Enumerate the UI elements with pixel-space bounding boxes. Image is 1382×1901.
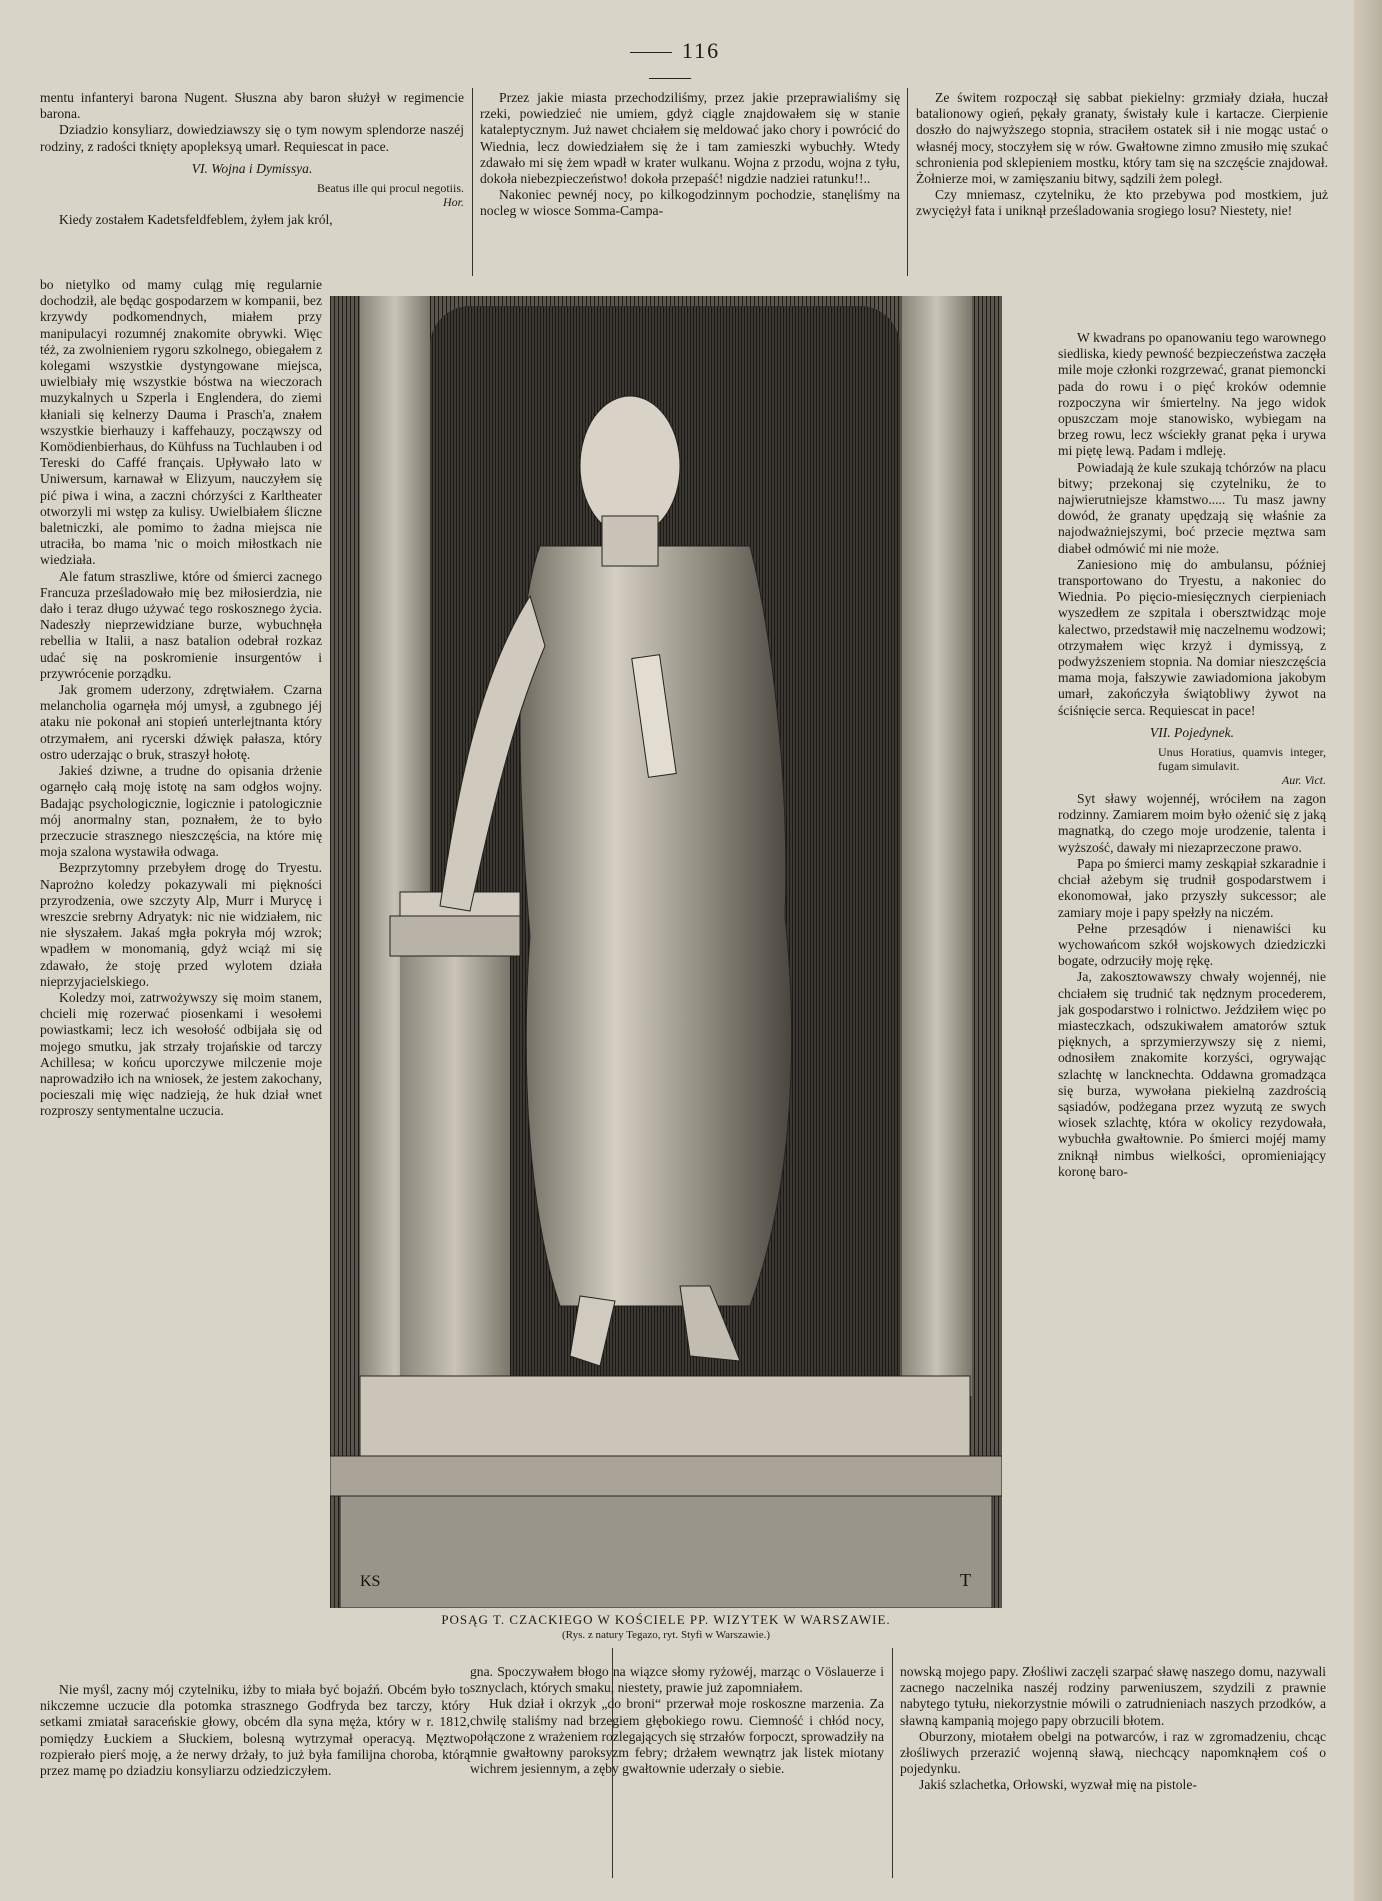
paragraph: Koledzy moi, zatrwożywszy się moim stanem, chcieli mię rozerwać piosenkami i wesołemi powiastkami; lecz ich wesołość odbijała się od mojego smutku, jak strzały trojańskie od tarczy Achillesa; w końcu uporczywe milczenie moje naprowadziło ich na wniosek, że jestem zakochany, pocieszali mię więc nadzieją, że huk dział wnet rozproszy sentymentalne uczucia.: [40, 989, 322, 1119]
paragraph: Bezprzytomny przebyłem drogę do Tryestu. Naprożno koledzy pokazywali mi piękności przyrodzenia, owe szczyty Alp, Murr i Murycę i wreszcie srebrny Adryatyk: nic nie widziałem, nic nie słyszałem. Jakaś mgła pokryła mój wzrok; wpadłem w monomanią, gdyż wciąż mi się zdawało, że stoję przed wylotem działa nieprzyjacielskiego.: [40, 860, 322, 989]
statue-engraving: [330, 296, 1002, 1608]
column-rule-4: [892, 1648, 893, 1878]
column-1-narrow: [40, 277, 322, 1120]
paragraph: bo nietylko od mamy culąg mię regularnie dochodził, ale będąc gospodarzem w kompanii, bez krzywdy podkomendnych, miałem przy manipulacyi rozumnéj znakomite obrywki. Więc téż, za zwolnieniem rygoru szkolnego, obiegałem z kolegami wszystkie dystyngowane miejsca, uwielbiały mię wszystkie bóstwa na wieczorach muzykalnych u Szperla i Englendera, do ziemi kłaniali się kelnerzy Dauma i Prasch'a, znałem wszystkie bierhauzy i kaffehauzy, począwszy od Komödienbierhaus, do Kühfuss na Tuchlauben i od Tereski do Caffé français. Upływało lato w Uniwersum, karnawał w Elizyum, nauczyłem się pić piwa i wina, a zaczni chórzyści z Karltheater otworzyli mi wstęp za kulisy. Uwielbiałem śliczne baletniczki, ale pomimo to żadna miejsca nie utraciła, bo mama 'nic o moich miłostkach nie wiedziała.: [40, 277, 322, 568]
paragraph: mentu infanteryi barona Nugent. Słuszna aby baron służył w regimencie barona.: [40, 90, 464, 122]
paragraph: Zaniesiono mię do ambulansu, później transportowano do Tryestu, a nakoniec do Wiednia. Po pięcio-miesięcznych cierpieniach wyszedłem ze szpitala i obersztwidząc moje kalectwo, przedstawił mię naczelnemu wodzowi; otrzymałem więc krzyż i dymissyą, z podwyższeniem stopnia. Na domiar nieszczęścia mama moja, fałszywie zawiadomiona jakobym umarł, zakończyła świątobliwy żywot na ściśnięcie serca. Requiescat in pace!: [1058, 556, 1326, 718]
motto-source: Aur. Vict.: [1281, 773, 1326, 788]
motto-text: Unus Horatius, quamvis integer, fugam simulavit.: [1158, 745, 1326, 774]
paragraph: gna. Spoczywałem błogo na wiązce słomy ryżowéj, marząc o Vöslauerze i sznyclach, których smaku, niestety, prawie już zapomniałem.: [470, 1664, 884, 1696]
paragraph: Nie myśl, zacny mój czytelniku, iżby to miała być bojaźń. Obcém było to nikczemne uczucie dla potomka strasznego Godfryda bez tarczy, który setkami zmiatał saraceńskie głowy, obcém dla syna męża, który w r. 1812, pomiędzy Łuckiem a Słuckiem, bolesną wytrzymał operacyą. Męztwo rozpierało pierś moję, a że nerwy drżały, to już była familijna choroba, którą przez mamę po dziadziu konsyliarzu odziedziczyłem.: [40, 1682, 470, 1779]
motto-text: Beatus ille qui procul negotiis.: [317, 181, 464, 196]
paragraph: Jak gromem uderzony, zdrętwiałem. Czarna melancholia ogarnęła mój umysł, a zgubnego jéj ataku nie pokonał ani stopień unterlejtnanta który otrzymałem, ani rycerski dźwięk pałasza, który ostro uderzając o bruk, straszył hołotę.: [40, 682, 322, 762]
paragraph: Oburzony, miotałem obelgi na potwarców, i raz w zgromadzeniu, chcąc złośliwych przerazić wojenną sławą, niechcący napomknąłem coś o pojedynku.: [900, 1728, 1326, 1777]
page-number: 116: [600, 38, 740, 90]
engraver-mark-left: KS: [360, 1573, 381, 1590]
caption-main: POSĄG T. CZACKIEGO W KOŚCIELE PP. WIZYTEK W WARSZAWIE.: [441, 1612, 891, 1627]
section-title: VII. Pojedynek.: [1149, 724, 1235, 740]
paragraph: Ja, zakosztowawszy chwały wojennéj, nie chciałem się trudnić tak nędznym procederem, jak gospodarstwo i rolnictwo. Jeździłem więc po miasteczkach, odszukiwałem amatorów sztuk pięknych, a sprzymierzywszy się z niemi, odnosiłem znakomite korzyści, ogrywając szlachtę w lancknechta. Oddawna gromadząca się burza, wywołana piekielną zazdrością sąsiadów, podżegana przez wyzutą ze swych wiosek szlachtę, która w okolicy rezydowała, wybuchła gwałtownie. Po śmierci mojéj mamy zniknął nimbus wielkości, opromieniający koronę baro-: [1058, 969, 1326, 1179]
column-3-narrow: [1058, 330, 1326, 1180]
section-motto: [40, 181, 464, 209]
paragraph: Papa po śmierci mamy zeskąpiał szkaradnie i chciał ażebym się trudnił gospodarstwem i ekonomował, jako przyszły sukcessor; ale zamiary moje i papy spełzły na niczém.: [1058, 855, 1326, 920]
paragraph: Kiedy zostałem Kadetsfeldfeblem, żyłem jak król,: [59, 212, 333, 228]
paragraph: Przez jakie miasta przechodziliśmy, przez jakie przeprawialiśmy się rzeki, powiedzieć nie umiem, gdyż ciągle znajdowałem się w stanie kataleptycznym. Już nawet chciałem się meldować jako chory i powrócić do Wiednia, lecz dowiedziałem się że i tam zamieszki wybuchły. Wtedy zdawało mi się żem wpadł w krater wulkanu. Wojna z przodu, wojna z tyłu, dokoła niebezpieczeństwo! dokoła przepaść! nigdzie nadziei ratunku!!..: [480, 90, 900, 187]
column-3-bottom: [900, 1664, 1326, 1794]
column-2-top: [480, 90, 900, 220]
paragraph: nowską mojego papy. Złośliwi zaczęli szarpać sławę naszego domu, nazywali zacnego naczelnika naszéj rodziny parweniuszem, szydzili z prawnie nabytego tytułu, niekorzystnie mówili o zatrudnieniach naszych przodków, a sławną kampanią mojego papy obrzucili błotem.: [900, 1664, 1326, 1728]
paragraph: Ale fatum straszliwe, które od śmierci zacnego Francuza prześladowało mię bez miłosierdzia, nie dało i teraz długo używać tego roskosznego życia. Nadeszły nieprzewidziane burze, wybuchnęła rebellia w Italii, a nasz batalion odebrał rozkaz udać się na poskromienie insurgentów i przywrócenie porządku.: [40, 568, 322, 681]
engraver-mark-right: T: [960, 1570, 971, 1590]
paragraph: Jakiś szlachetka, Orłowski, wyzwał mię na pistole-: [919, 1777, 1197, 1793]
paragraph: Syt sławy wojennéj, wróciłem na zagon rodzinny. Zamiarem moim było ożenić się z jaką magnatką, do czego moje urodzenie, talenta i wyższość, dawały mi niezaprzeczone prawo.: [1058, 791, 1326, 855]
paragraph: Dziadzio konsyliarz, dowiedziawszy się o tym nowym splendorze naszéj rodziny, z radości tknięty apopleksyą umarł. Requiescat in pace.: [40, 122, 464, 154]
column-rule-1: [472, 88, 473, 276]
paragraph: Powiadają że kule szukają tchórzów na placu bitwy; przekonaj się czytelniku, że to najwierutniejsze kłamstwo..... Tu masz jawny dowód, że granaty upędzają się właśnie za najodważniejszymi, boć przecie męztwa sam diabeł odmówić mi nie może.: [1058, 459, 1326, 556]
section-title: VI. Wojna i Dymissya.: [191, 160, 313, 176]
paragraph: Huk dział i okrzyk „do broni“ przerwał moje roskoszne marzenia. Za chwilę staliśmy nad brzegiem głębokiego rowu. Ciemność i chłód nocy, połączone z wrażeniem rozlegających się strzałów forpoczt, sprowadziły na mnie gwałtowny paroksyzm febry; drżałem wewnątrz jak listek miotany wichrem jesiennym, a zęby gwałtownie uderzały o siebie.: [470, 1696, 884, 1777]
column-rule-2: [907, 88, 908, 276]
column-2-bottom: [470, 1664, 884, 1777]
motto-source: Hor.: [442, 195, 464, 210]
paragraph: Pełne przesądów i nienawiści ku wychowańcom szkół wojskowych dziedziczki bogate, odrzuciły moję rękę.: [1058, 920, 1326, 969]
column-1-top: [40, 90, 464, 228]
column-3-top: [916, 90, 1328, 220]
page-edge: [1354, 0, 1382, 1901]
paragraph: Czy mniemasz, czytelniku, że kto przebywa pod mostkiem, już zwyciężył fata i uniknął prześladowania srogiego losu? Niestety, nie!: [916, 187, 1328, 219]
paragraph: W kwadrans po opanowaniu tego warownego siedliska, kiedy pewność bezpieczeństwa zaczęła mile moje członki rozgrzewać, granat piemoncki pada do rowu i o pięć kroków odemnie rozpoczyna wir śmiertelny. Na jego widok opuszczam moje stanowisko, wybiegam na brzeg rowu, lecz wściekły granat pęka i urywa mi piętę lewą. Padam i mdleję.: [1058, 330, 1326, 459]
paragraph: Ze świtem rozpoczął się sabbat piekielny: grzmiały działa, huczał batalionowy ogień, pękały granaty, świstały kule i kartacze. Cierpienie doszło do najwyższego stopnia, straciłem ostatek sił i nie mogąc ustać o własnéj mocy, stoczyłem się w rów. Gwałtowne zimno zmusiło mię szukać schronienia pod sklepieniem mostku, który tam się na szczęście znajdował. Żołnierze moi, w zamięszaniu bitwy, sądzili żem poległ.: [916, 90, 1328, 187]
section-motto: [1158, 745, 1326, 787]
engraving-caption: [330, 1612, 1002, 1641]
paragraph: Jakieś dziwne, a trudne do opisania drżenie ogarnęło całą moję istotę na sam odgłos wojny. Badając psychologicznie, logicznie i patologicznie mój anormalny stan, poznałem, że to było przeczucie strasznego nieszczęścia, na które mię moja szalona wystawiła odwaga.: [40, 763, 322, 860]
paragraph: Nakoniec pewnéj nocy, po kilkogodzinnym pochodzie, stanęliśmy na nocleg w wiosce Somma-Campa-: [480, 187, 900, 219]
caption-sub: (Rys. z natury Tegazo, ryt. Styfi w Warszawie.): [562, 1629, 770, 1641]
column-1-bottom: [40, 1682, 470, 1779]
